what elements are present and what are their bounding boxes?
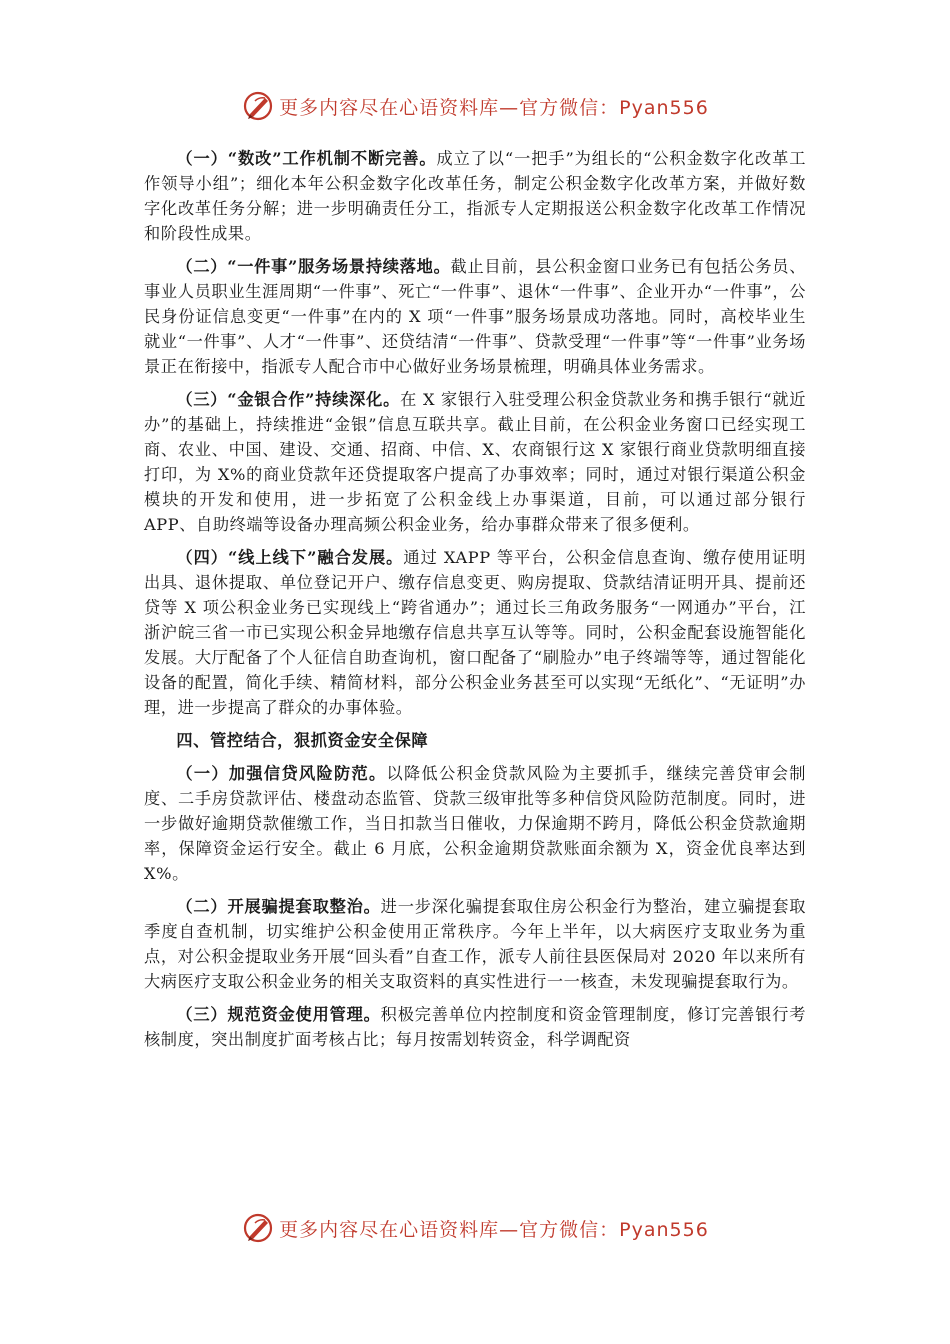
paragraph-5 <box>144 761 806 886</box>
paragraph-text: 成立了以“一把手”为组长的“公积金数字化改革工作领导小组”；细化本年公积金数字化改革任务，制定公积金数字化改革方案，并做好数字化改革任务分解；进一步明确责任分工，指派专人定期报送公积金数字化改革工作情况和阶段性成果。 <box>144 149 806 243</box>
header-banner <box>0 86 950 126</box>
header-banner-text: 更多内容尽在心语资料库—官方微信：Pyan556 <box>279 96 709 119</box>
pen-logo-icon <box>241 89 275 123</box>
paragraph-lead: （三）规范资金使用管理。 <box>176 1005 381 1024</box>
paragraph-text: 以降低公积金贷款风险为主要抓手，继续完善贷审会制度、二手房贷款评估、楼盘动态监管、贷款三级审批等多种信贷风险防范制度。同时，进一步做好逾期贷款催缴工作，当日扣款当日催收，力保逾期不跨月，降低公积金贷款逾期率，保障资金运行安全。截止 6 月底，公积金逾期贷款账面余额为 X，资金优良率达到 X%。 <box>144 764 806 883</box>
paragraph-1 <box>144 146 806 246</box>
footer-banner <box>0 1208 950 1248</box>
paragraph-text: 积极完善单位内控制度和资金管理制度，修订完善银行考核制度，突出制度扩面考核占比；每月按需划转资金，科学调配资 <box>144 1005 807 1049</box>
footer-banner-text: 更多内容尽在心语资料库—官方微信：Pyan556 <box>279 1218 709 1241</box>
paragraph-7 <box>144 1002 806 1052</box>
paragraph-4 <box>144 545 806 720</box>
paragraph-3 <box>144 387 806 537</box>
paragraph-lead: （二）开展骗提套取整治。 <box>176 897 381 916</box>
paragraph-lead: （一）加强信贷风险防范。 <box>176 764 387 783</box>
pen-logo-icon <box>241 1211 275 1245</box>
paragraph-lead: （三）“金银合作”持续深化。 <box>176 390 401 409</box>
paragraph-6 <box>144 894 806 994</box>
paragraph-lead: （一）“数改”工作机制不断完善。 <box>176 149 437 168</box>
paragraph-lead: （二）“一件事”服务场景持续落地。 <box>176 257 451 276</box>
paragraph-text: 通过 XAPP 等平台，公积金信息查询、缴存使用证明出具、退休提取、单位登记开户、缴存信息变更、购房提取、贷款结清证明开具、提前还贷等 X 项公积金业务已实现线上“跨省通办”；通过长三角政务服务“一网通办”平台，江浙沪皖三省一市已实现公积金异地缴存信息共享互认等等。同时，公积金配套设施智能化发展。大厅配备了个人征信自助查询机，窗口配备了“刷脸办”电子终端等等，通过智能化设备的配置，简化手续、精简材料，部分公积金业务甚至可以实现“无纸化”、“无证明”办理，进一步提高了群众的办事体验。 <box>144 548 806 717</box>
paragraph-2 <box>144 254 806 379</box>
paragraph-text: 在 X 家银行入驻受理公积金贷款业务和携手银行“就近办”的基础上，持续推进“金银”信息互联共享。截止目前，在公积金业务窗口已经实现工商、农业、中国、建设、交通、招商、中信、X、农商银行这 X 家银行商业贷款明细直接打印，为 X%的商业贷款年还贷提取客户提高了办事效率；同时，通过对银行渠道公积金模块的开发和使用，进一步拓宽了公积金线上办事渠道，目前，可以通过部分银行 APP、自助终端等设备办理高频公积金业务，给办事群众带来了很多便利。 <box>144 390 806 534</box>
paragraph-lead: （四）“线上线下”融合发展。 <box>176 548 404 567</box>
paragraph-text: 进一步深化骗提套取住房公积金行为整治，建立骗提套取季度自查机制，切实维护公积金使用正常秩序。今年上半年，以大病医疗支取业务为重点，对公积金提取业务开展“回头看”自查工作，派专人前往县医保局对 2020 年以来所有大病医疗支取公积金业务的相关支取资料的真实性进行一一核查，未发现骗提套取行为。 <box>144 897 807 991</box>
paragraph-text: 截止目前，县公积金窗口业务已有包括公务员、事业人员职业生涯周期“一件事”、死亡“一件事”、退休“一件事”、企业开办“一件事”，公民身份证信息变更“一件事”在内的 X 项“一件事”服务场景成功落地。同时，高校毕业生就业“一件事”、人才“一件事”、还贷结清“一件事”、贷款受理“一件事”等“一件事”业务场景正在衔接中，指派专人配合市中心做好业务场景梳理，明确具体业务需求。 <box>144 257 806 376</box>
section-heading: 四、管控结合，狠抓资金安全保障 <box>176 731 429 750</box>
document-body <box>144 146 806 1060</box>
